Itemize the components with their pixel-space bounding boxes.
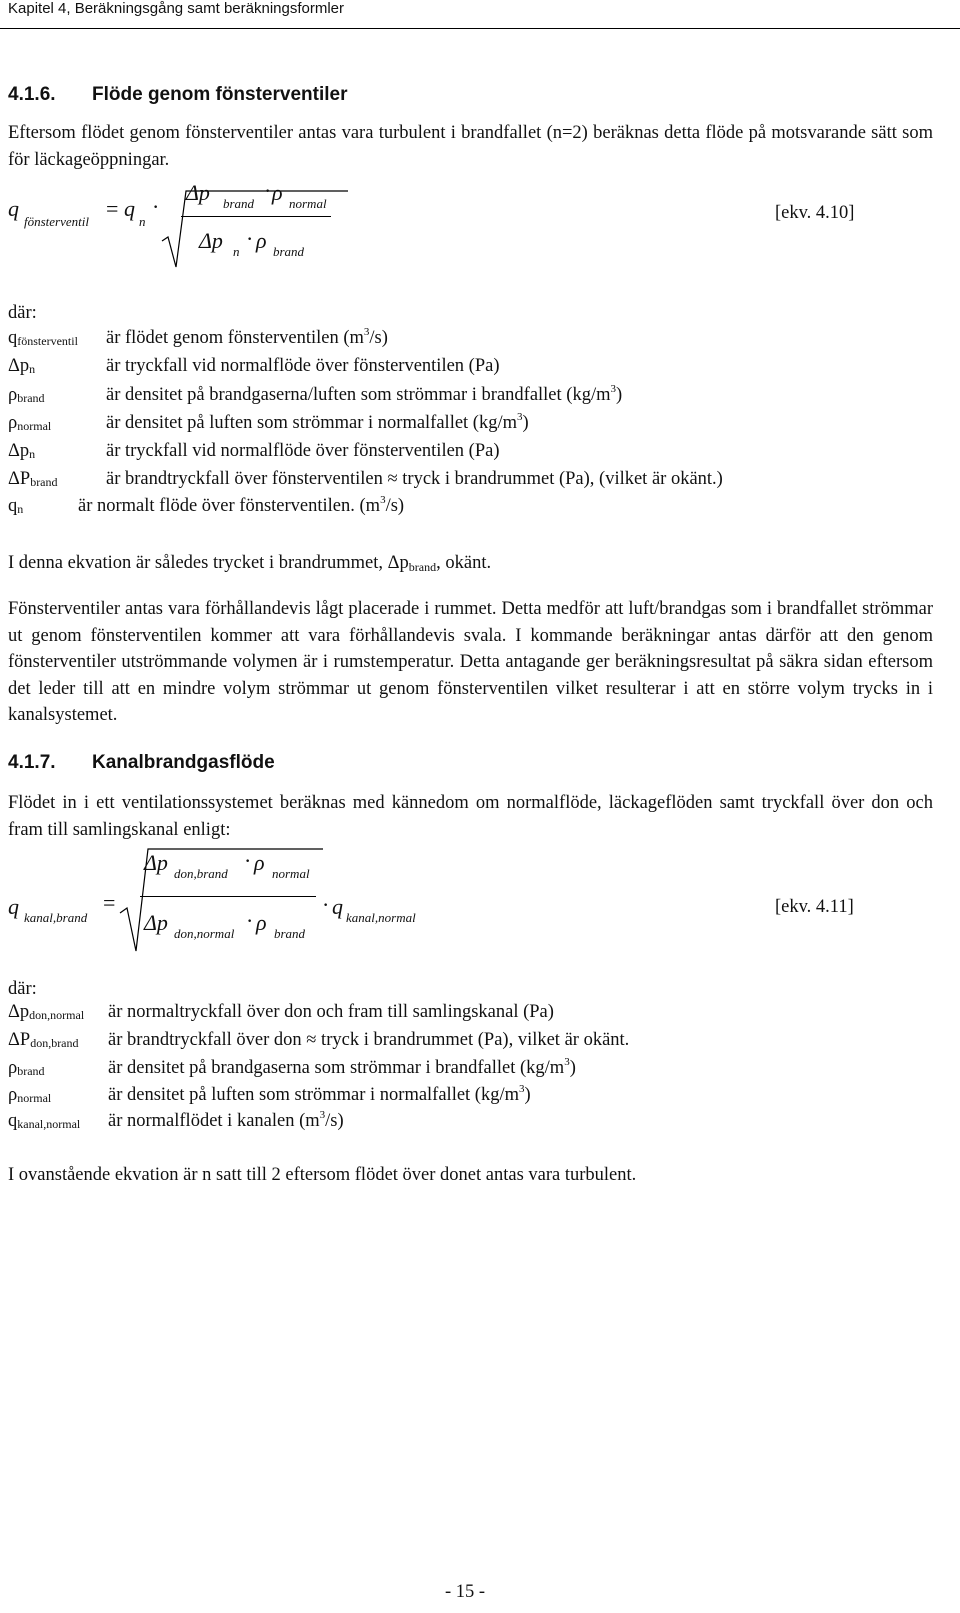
definition-tail: /s) <box>325 1111 344 1131</box>
eq2-num-delta-p-sub: don,brand <box>174 866 228 881</box>
definition-text: är normalt flöde över fönsterventilen. (m <box>78 496 381 516</box>
definition-symbol: q <box>8 328 18 348</box>
definition-symbol: ρ <box>8 1085 18 1105</box>
definition-item <box>8 469 723 495</box>
section2-closing: I ovanstående ekvation är n satt till 2 eftersom flödet över donet antas vara turbulent. <box>8 1165 637 1185</box>
definition-item <box>8 356 500 382</box>
eq1-fraction-bar <box>181 216 331 217</box>
definition-subscript: kanal,normal <box>17 1117 81 1131</box>
definition-symbol: ρ <box>8 385 18 405</box>
eq1-num-dot: · <box>264 178 272 203</box>
eq1-lhs-sub: fönsterventil <box>24 214 89 229</box>
running-header: Kapitel 4, Beräkningsgång samt beräkningsformler <box>8 0 345 17</box>
section-title-4-1-6: Flöde genom fönsterventiler <box>92 84 348 105</box>
eq1-den-rho: ρ <box>256 228 267 253</box>
section1-dar-label: där: <box>8 303 37 323</box>
unknown-note-subscript: brand <box>408 560 437 574</box>
definition-superscript: 3 <box>380 494 386 506</box>
definition-symbol: ρ <box>8 1058 18 1078</box>
eq2-den-dot: · <box>246 908 254 933</box>
definition-tail: ) <box>522 413 529 433</box>
definition-subscript: don,brand <box>30 1036 79 1050</box>
definition-tail: ) <box>615 385 623 405</box>
eq1-den-delta-p: Δp <box>199 228 223 253</box>
eq2-dot: · <box>322 892 330 917</box>
definition-subscript: don,normal <box>29 1008 85 1022</box>
eq1-num-delta-p-sub: brand <box>223 196 255 211</box>
definition-symbol: ΔP <box>8 1030 31 1050</box>
definition-subscript: brand <box>30 475 58 489</box>
unknown-note-tail: , okänt. <box>436 553 492 573</box>
eq2-lhs-sub: kanal,brand <box>24 910 88 925</box>
definition-text: är densitet på luften som strömmar i normalfallet (kg/m <box>108 1085 520 1105</box>
eq1-rhs-var: q <box>124 196 135 221</box>
definition-superscript: 3 <box>517 411 523 423</box>
definition-subscript: normal <box>17 1091 52 1105</box>
definition-tail: ) <box>569 1058 576 1078</box>
header-rule <box>0 28 960 29</box>
eq2-num-delta-p: Δp <box>144 850 168 875</box>
definition-superscript: 3 <box>564 1056 570 1068</box>
section1-intro: Eftersom flödet genom fönsterventiler antas vara turbulent i brandfallet (n=2) beräknas detta flöde på motsvarande sätt som för läckageöppningar. <box>8 123 933 170</box>
definition-symbol: Δp <box>8 441 30 461</box>
eq1-lhs-var: q <box>8 196 19 221</box>
eq1-den-dot: · <box>246 226 254 251</box>
eq2-rhs-var: q <box>332 894 343 919</box>
unknown-pressure-note <box>8 550 491 577</box>
eq2-rhs-sub: kanal,normal <box>346 910 416 925</box>
eq2-den-delta-p-sub: don,normal <box>174 926 235 941</box>
eq1-num-rho: ρ <box>272 180 283 205</box>
eq2-num-rho: ρ <box>254 850 265 875</box>
definition-text: är tryckfall vid normalflöde över fönsterventilen (Pa) <box>106 356 500 376</box>
eq1-den-delta-p-sub: n <box>233 244 240 259</box>
definition-symbol: ρ <box>8 413 18 433</box>
definition-item <box>8 494 405 522</box>
definition-tail: /s) <box>369 328 388 348</box>
definition-text: är densitet på luften som strömmar i normalfallet (kg/m <box>106 413 518 433</box>
definition-text: är flödet genom fönsterventilen (m <box>106 328 364 348</box>
eq2-den-rho-sub: brand <box>274 926 306 941</box>
definition-text: är brandtryckfall över don ≈ tryck i brandrummet (Pa), vilket är okänt. <box>108 1030 630 1050</box>
eq1-num-rho-sub: normal <box>289 196 327 211</box>
definition-item <box>8 1109 344 1137</box>
definition-text: är densitet på brandgaserna som strömmar i brandfallet (kg/m <box>108 1058 565 1078</box>
definition-item <box>8 1056 576 1084</box>
definition-text: är normalflödet i kanalen (m <box>108 1111 320 1131</box>
definition-subscript: brand <box>17 1064 45 1078</box>
eq2-num-rho-sub: normal <box>272 866 310 881</box>
section-number-4-1-6: 4.1.6. <box>8 84 56 105</box>
definition-tail: /s) <box>385 496 405 516</box>
definition-item <box>8 326 388 354</box>
definition-subscript: n <box>29 447 36 461</box>
eq2-lhs-var: q <box>8 894 19 919</box>
definition-symbol: Δp <box>8 356 30 376</box>
definition-symbol: ΔP <box>8 469 31 489</box>
definition-item <box>8 441 500 467</box>
definition-superscript: 3 <box>363 326 370 338</box>
eq1-rhs-sub: n <box>139 214 146 229</box>
page-number: - 15 - <box>445 1582 486 1602</box>
definition-symbol: q <box>8 1111 18 1131</box>
eq1-equals: = <box>106 196 119 221</box>
section2-intro: Flödet in i ett ventilationssystemet beräknas med kännedom om normalflöde, läckageflöden samt tryckfall över don och fram till samlingskanal enligt: <box>8 793 933 840</box>
definition-subscript: n <box>17 502 24 516</box>
definition-text: är densitet på brandgaserna/luften som strömmar i brandfallet (kg/m <box>106 385 611 405</box>
definition-item <box>8 1030 630 1056</box>
definition-symbol: Δp <box>8 1002 30 1022</box>
eq1-reference: [ekv. 4.10] <box>775 203 855 223</box>
definition-text: är normaltryckfall över don och fram till samlingskanal (Pa) <box>108 1002 554 1022</box>
unknown-note-text: I denna ekvation är således trycket i brandrummet, Δp <box>8 553 409 573</box>
eq2-fraction-bar <box>140 896 316 897</box>
definition-item <box>8 383 623 411</box>
eq2-reference: [ekv. 4.11] <box>775 897 854 917</box>
definition-item <box>8 1083 531 1111</box>
eq2-num-dot: · <box>244 848 252 873</box>
eq2-den-rho: ρ <box>256 910 267 935</box>
section2-dar-label: där: <box>8 979 37 999</box>
section-title-4-1-7: Kanalbrandgasflöde <box>92 752 275 773</box>
definition-item <box>8 1002 554 1028</box>
eq2-equals: = <box>103 890 116 915</box>
definition-text: är tryckfall vid normalflöde över fönsterventilen (Pa) <box>106 441 500 461</box>
eq1-dot: · <box>152 194 160 219</box>
definition-subscript: n <box>29 362 36 376</box>
definition-superscript: 3 <box>519 1083 525 1095</box>
definition-item <box>8 411 529 439</box>
definition-text: är brandtryckfall över fönsterventilen ≈ tryck i brandrummet (Pa), (vilket är okänt.) <box>106 469 723 489</box>
eq1-den-rho-sub: brand <box>273 244 305 259</box>
eq2-den-delta-p: Δp <box>144 910 168 935</box>
definition-superscript: 3 <box>319 1109 326 1121</box>
section-number-4-1-7: 4.1.7. <box>8 752 56 773</box>
definition-superscript: 3 <box>610 383 616 395</box>
definition-subscript: normal <box>17 419 52 433</box>
definition-symbol: q <box>8 496 18 516</box>
eq1-num-delta-p: Δp <box>186 180 210 205</box>
definition-tail: ) <box>524 1085 531 1105</box>
section1-paragraph: Fönsterventiler antas vara förhållandevis lågt placerade i rummet. Detta medför att luft/brandgas som i brandfallet strömmar ut genom fönsterventilen kommer att vara förhållandevis svala. I kommande beräkningar antas därför att den genom fönsterventiler utströmmande volymen är i rumstemperatur. Detta antagande ger beräkningsresultat på säkra sidan eftersom det leder till att en mindre volym strömmar ut genom fönsterventilen vilket resulterar i att en större volym trycks in i kanalsystemet. <box>8 599 933 725</box>
definition-subscript: fönsterventil <box>17 334 78 348</box>
definition-subscript: brand <box>17 391 45 405</box>
